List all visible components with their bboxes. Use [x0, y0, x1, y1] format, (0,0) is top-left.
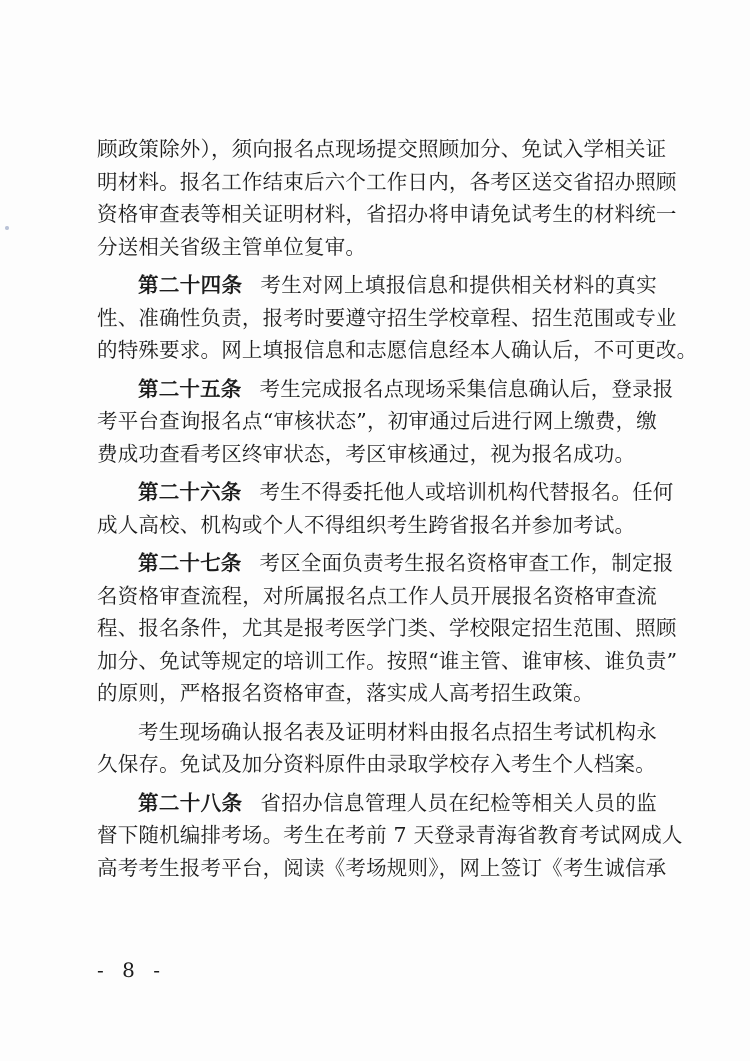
- paragraph: [97, 373, 674, 471]
- article-heading: 第二十六条: [138, 480, 242, 504]
- article-heading: 第二十四条: [138, 273, 243, 297]
- text-line: [97, 716, 657, 749]
- line-text: 督下随机编排考场。考生在考前 7 天登录青海省教育考试网成人: [97, 823, 683, 847]
- text-line: [97, 302, 677, 335]
- text-line: [97, 198, 677, 231]
- line-text: 的特殊要求。网上填报信息和志愿信息经本人确认后，不可更改。: [97, 338, 698, 362]
- line-text: 久保存。免试及加分资料原件由录取学校存入考生个人档案。: [97, 752, 656, 776]
- paragraph: [97, 269, 698, 367]
- line-text: 考生现场确认报名表及证明材料由报名点招生考试机构永: [138, 719, 657, 744]
- scan-speck: [5, 226, 9, 230]
- text-line: [97, 580, 657, 613]
- line-text: 考区全面负责考生报名资格审查工作，制定报: [259, 551, 674, 575]
- text-line: [97, 547, 674, 580]
- paragraph: [97, 133, 677, 263]
- paragraph: [97, 476, 674, 541]
- text-line: [97, 612, 677, 645]
- text-line: [97, 509, 657, 542]
- paragraph: [97, 547, 678, 710]
- line-text: 顾政策除外），须向报名点现场提交照顾加分、免试入学相关证: [97, 137, 667, 161]
- document-body: [97, 133, 698, 890]
- text-line: [97, 405, 657, 438]
- text-line: [97, 677, 657, 710]
- text-line: [97, 373, 674, 406]
- line-text: 加分、免试等规定的培训工作。按照“谁主管、谁审核、谁负责”: [97, 648, 678, 673]
- line-text: 费成功查看考区终审状态，考区审核通过，视为报名成功。: [97, 441, 636, 466]
- line-text: 的原则，严格报名资格审查，落实成人高考招生政策。: [97, 681, 594, 705]
- paragraph-gap: [97, 884, 657, 890]
- line-text: 考平台查询报名点“审核状态”，初审通过后进行网上缴费，缴: [97, 409, 657, 433]
- text-line: [97, 787, 657, 820]
- line-text: 性、准确性负责，报考时要遵守招生学校章程、招生范围或专业: [97, 305, 677, 330]
- text-line: [97, 334, 698, 367]
- paragraph: [97, 716, 657, 781]
- line-text: 考生完成报名点现场采集信息确认后，登录报: [259, 376, 674, 401]
- text-line: [97, 269, 657, 302]
- line-text: 高考考生报考平台，阅读《考场规则》，网上签订《考生诚信承: [97, 855, 667, 880]
- line-text: 明材料。报名工作结束后六个工作日内，各考区送交省招办照顾: [97, 169, 677, 194]
- line-text: 省招办信息管理人员在纪检等相关人员的监: [260, 790, 657, 815]
- page-number: - 8 -: [97, 958, 166, 982]
- text-line: [97, 231, 657, 264]
- text-line: [97, 166, 677, 199]
- line-text: 考生对网上填报信息和提供相关材料的真实: [260, 273, 657, 297]
- text-line: [97, 133, 667, 166]
- text-line: [97, 748, 657, 781]
- line-text: 资格审查表等相关证明材料，省招办将申请免试考生的材料统一: [97, 202, 677, 226]
- article-heading: 第二十七条: [138, 551, 242, 575]
- paragraph: [97, 787, 683, 885]
- line-text: 分送相关省级主管单位复审。: [97, 234, 367, 259]
- text-line: [97, 819, 683, 852]
- line-text: 名资格审查流程，对所属报名点工作人员开展报名资格审查流: [97, 583, 657, 608]
- line-text: 成人高校、机构或个人不得组织考生跨省报名并参加考试。: [97, 512, 636, 537]
- text-line: [97, 438, 657, 471]
- article-heading: 第二十八条: [138, 790, 243, 815]
- article-heading: 第二十五条: [138, 376, 242, 401]
- text-line: [97, 476, 674, 509]
- line-text: 程、报名条件，尤其是报考医学门类、学校限定招生范围、照顾: [97, 616, 677, 640]
- line-text: 考生不得委托他人或培训机构代替报名。任何: [259, 480, 674, 504]
- text-line: [97, 645, 678, 678]
- text-line: [97, 852, 667, 885]
